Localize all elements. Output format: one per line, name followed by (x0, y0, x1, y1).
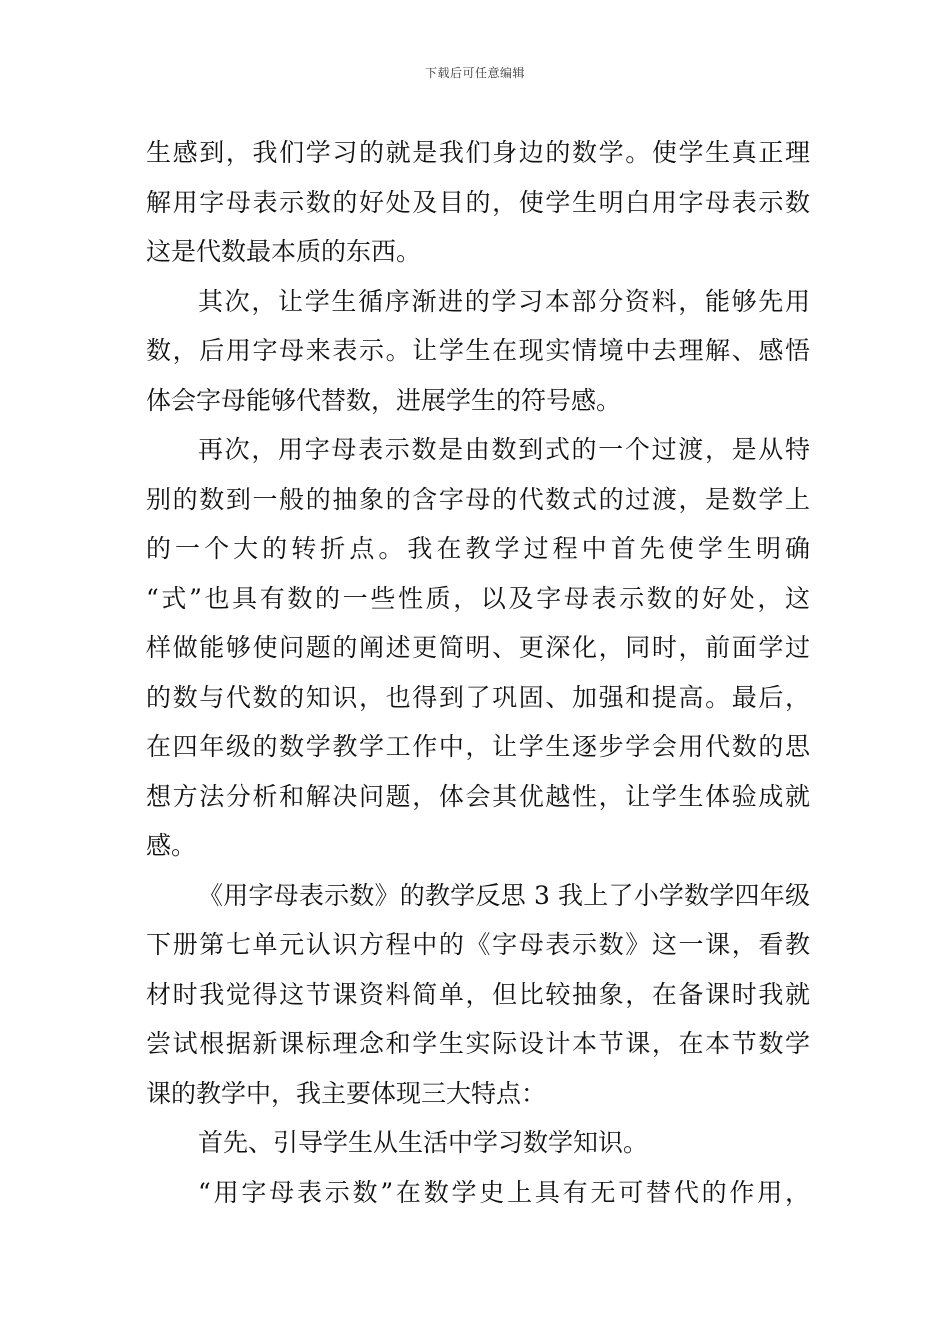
text-line: 想方法分析和解决问题，体会其优越性，让学生体验成就 (146, 781, 810, 811)
text-line: 感。 (146, 831, 197, 860)
text-line: 《用字母表示数》的教学反思 3 我上了小学数学四年级 (198, 880, 810, 910)
text-line: 别的数到一般的抽象的含字母的代数式的过渡，是数学上 (146, 484, 810, 514)
text-line: 样做能够使问题的阐述更简明、更深化，同时，前面学过 (146, 633, 810, 662)
text-line: 生感到，我们学习的就是我们身边的数学。使学生真正理 (146, 138, 810, 167)
text-line: 尝试根据新课标理念和学生实际设计本节课，在本节数学 (146, 1029, 810, 1058)
text-line: 在四年级的数学教学工作中，让学生逐步学会用代数的思 (146, 732, 810, 761)
document-body (146, 128, 810, 1217)
text-line: 解用字母表示数的好处及目的，使学生明白用字母表示数 (146, 187, 810, 217)
text-line: 课的教学中，我主要体现三大特点： (146, 1078, 547, 1108)
text-line: 的一个大的转折点。我在教学过程中首先使学生明确 (146, 534, 810, 563)
text-line: 材时我觉得这节课资料简单，但比较抽象，在备课时我就 (146, 979, 810, 1009)
text-line: 其次，让学生循序渐进的学习本部分资料，能够先用 (198, 286, 810, 316)
text-line: 这是代数最本质的东西。 (146, 237, 422, 266)
text-line: 数，后用字母来表示。让学生在现实情境中去理解、感悟 (146, 336, 810, 365)
text-line: 的数与代数的知识，也得到了巩固、加强和提高。最后， (146, 682, 810, 712)
text-line: 首先、引导学生从生活中学习数学知识。 (198, 1128, 649, 1157)
text-line: 体会字母能够代替数，进展学生的符号感。 (146, 385, 622, 415)
text-line: 下册第七单元认识方程中的《字母表示数》这一课，看教 (146, 930, 810, 959)
text-line: “用字母表示数”在数学史上具有无可替代的作用， (198, 1177, 810, 1207)
text-line: 再次，用字母表示数是由数到式的一个过渡，是从特 (198, 435, 810, 464)
page-header: 下载后可任意编辑 (424, 66, 525, 80)
text-line: “式”也具有数的一些性质，以及字母表示数的好处，这 (146, 583, 810, 613)
